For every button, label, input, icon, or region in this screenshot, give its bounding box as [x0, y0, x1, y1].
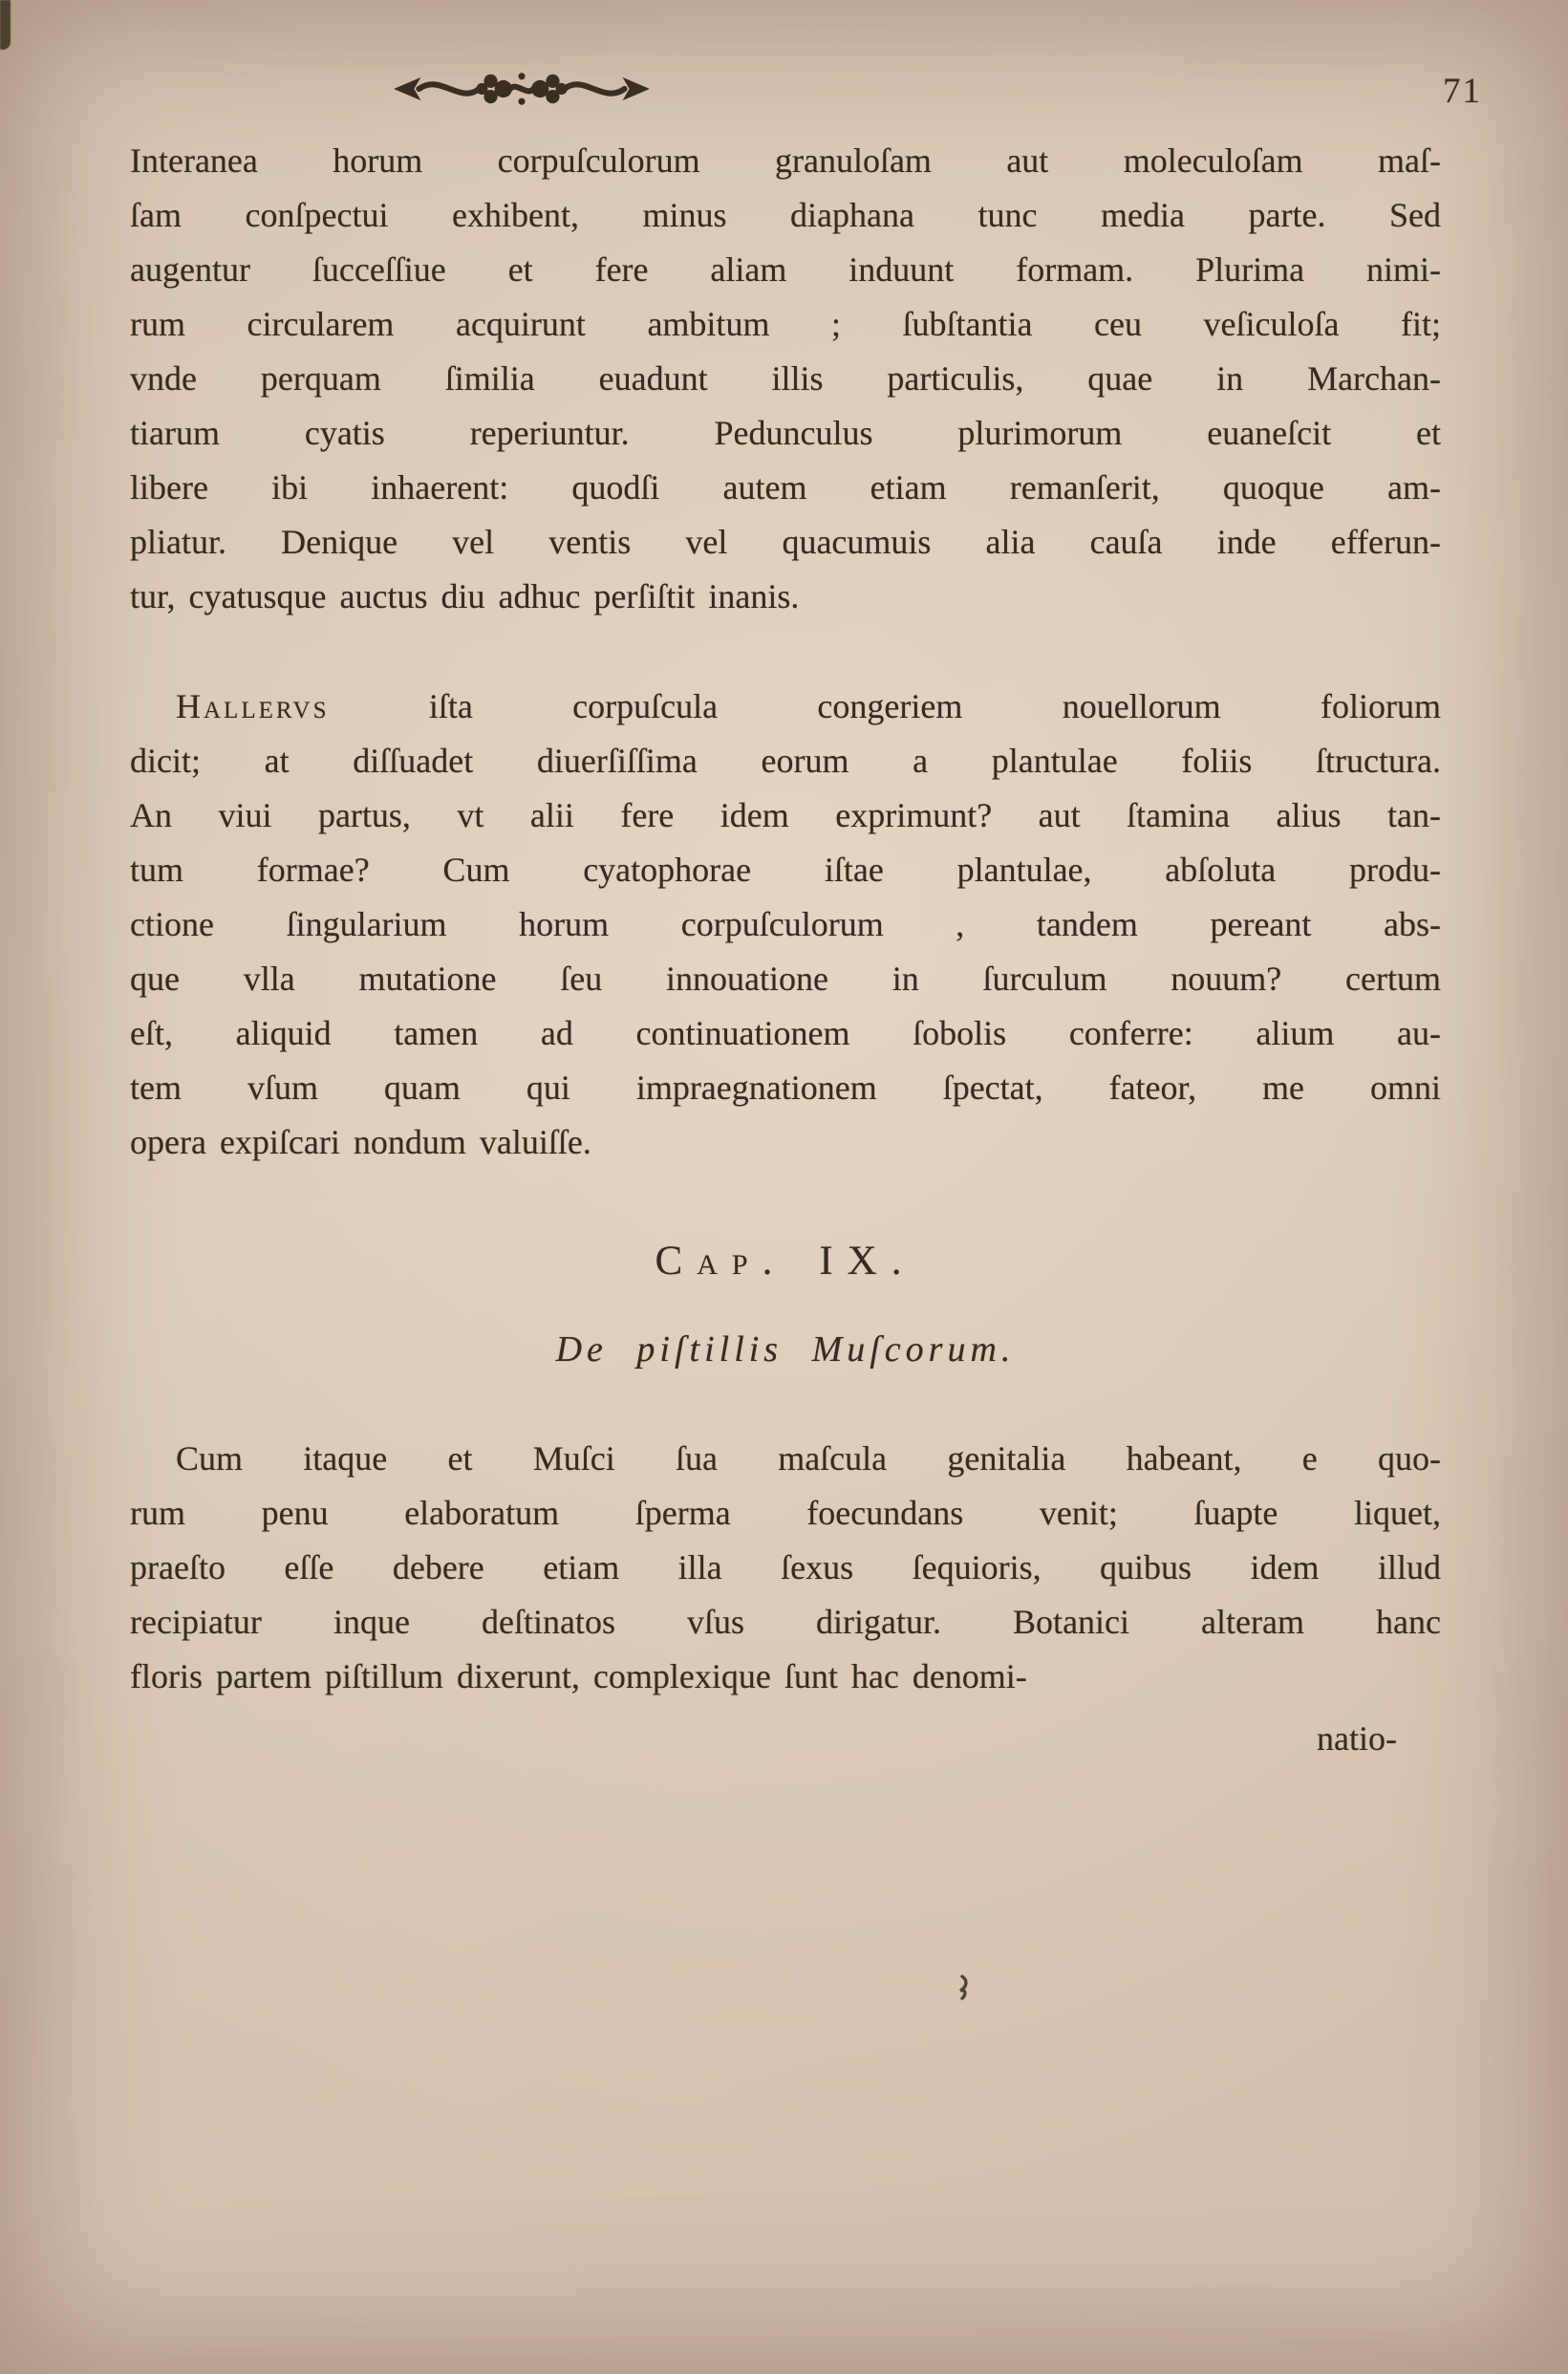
- text-line: An viui partus, vt alii fere idem exprimunt? aut ſtamina alius tan-: [130, 796, 1441, 834]
- text-line: rum circularem acquirunt ambitum ; ſubſtantia ceu veſiculoſa fit;: [130, 305, 1441, 343]
- catchword: natio-: [1317, 1719, 1397, 1758]
- text-line: tiarum cyatis reperiuntur. Pedunculus plurimorum euaneſcit et: [130, 414, 1441, 452]
- text-line: libere ibi inhaerent: quodſi autem etiam remanſerit, quoque am-: [130, 468, 1441, 507]
- text-line: dicit; at diſſuadet diuerſiſſima eorum a plantulae foliis ſtructura.: [130, 742, 1441, 780]
- text-line: tem vſum quam qui impraegnationem ſpectat, fateor, me omni: [130, 1068, 1441, 1107]
- text-line: eſt, aliquid tamen ad continuationem ſobolis conferre: alium au-: [130, 1014, 1441, 1052]
- text-line: floris partem piſtillum dixerunt, complexique ſunt hac denomi-: [130, 1657, 1027, 1695]
- text-line: opera expiſcari nondum valuiſſe.: [130, 1123, 591, 1161]
- text-line: recipiatur inque deſtinatos vſus dirigatur. Botanici alteram hanc: [130, 1603, 1441, 1641]
- text-line: [130, 680, 1441, 734]
- page-number: 71: [1443, 72, 1482, 111]
- paragraph-1: [130, 134, 1441, 624]
- text-line: tur, cyatusque auctus diu adhuc perſiſtit inanis.: [130, 577, 800, 615]
- chapter-numeral: IX.: [819, 1239, 916, 1284]
- chapter-heading: [130, 1233, 1441, 1290]
- scan-artifact: [0, 0, 11, 50]
- text-line: augentur ſucceſſiue et fere aliam induunt formam. Plurima nimi-: [130, 250, 1441, 289]
- text-line: vnde perquam ſimilia euadunt illis particulis, quae in Marchan-: [130, 359, 1441, 398]
- chapter-subtitle: De piſtillis Muſcorum.: [555, 1329, 1016, 1370]
- text-block: [130, 134, 1441, 1766]
- text-line: praeſto eſſe debere etiam illa ſexus ſequioris, quibus idem illud: [130, 1548, 1441, 1586]
- printers-ornament-icon: [390, 67, 654, 111]
- text-line: que vlla mutatione ſeu innouatione in ſurculum nouum? certum: [130, 960, 1441, 998]
- text-line: ſam conſpectui exhibent, minus diaphana tunc media parte. Sed: [130, 196, 1441, 234]
- chapter-label: Cap.: [655, 1239, 787, 1284]
- text-run: iſta corpuſcula congeriem nouellorum foliorum: [428, 687, 1442, 725]
- text-line: Interanea horum corpuſculorum granuloſam aut moleculoſam maſ-: [130, 141, 1441, 180]
- signature-mark-icon: [954, 1975, 971, 2006]
- text-line: Cum itaque et Muſci ſua maſcula genitalia habeant, e quo-: [176, 1439, 1441, 1478]
- paragraph-2: [130, 680, 1441, 1170]
- text-line: pliatur. Denique vel ventis vel quacumuis alia cauſa inde efferun-: [130, 523, 1441, 561]
- author-name-hallerus: Hallervs: [176, 687, 330, 725]
- text-line: ctione ſingularium horum corpuſculorum , tandem pereant abs-: [130, 905, 1441, 943]
- paragraph-3: [130, 1432, 1441, 1766]
- text-line: tum formae? Cum cyatophorae iſtae plantulae, abſoluta produ-: [130, 851, 1441, 889]
- text-line: rum penu elaboratum ſperma foecundans venit; ſuapte liquet,: [130, 1494, 1441, 1532]
